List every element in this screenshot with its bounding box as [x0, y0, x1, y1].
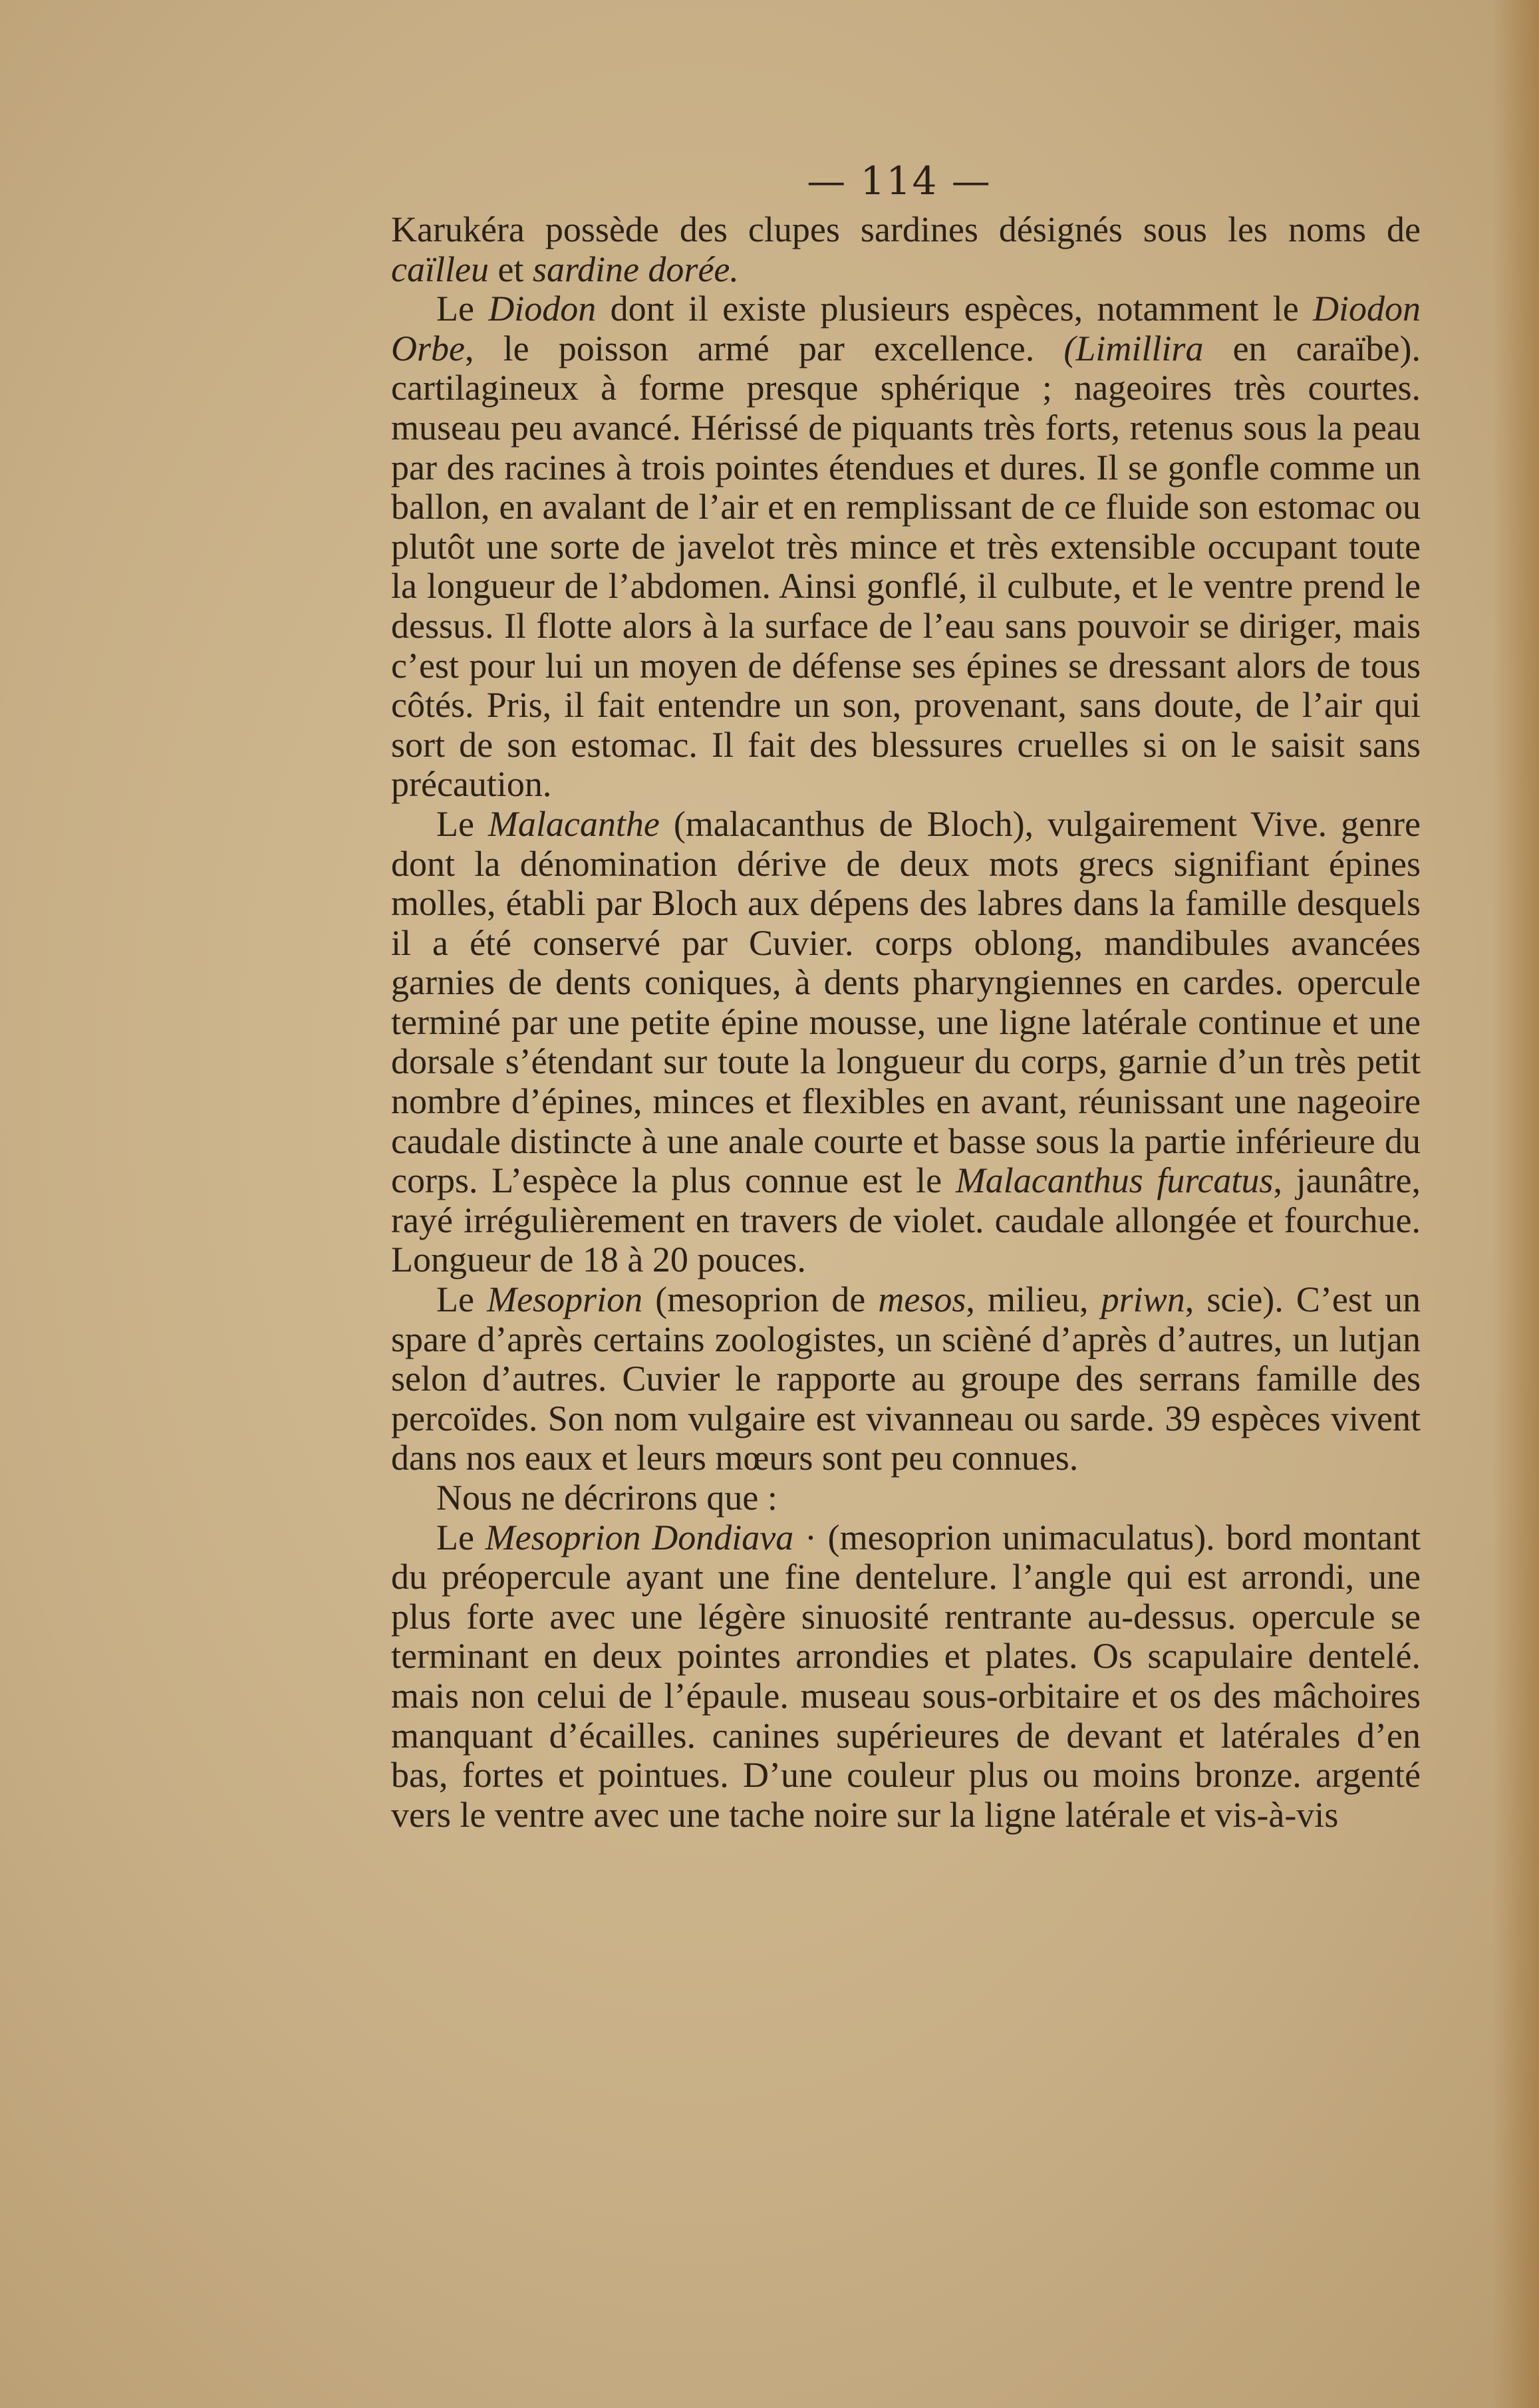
text-run: en caraïbe). cartilagineux à forme presque sphérique ; nageoires très courtes. museau peu avancé. Hérissé de piquants très forts, retenus sous la peau par des racines à trois pointes étendues et dures. Il se gonfle comme un ballon, en avalant de l’air et en remplissant de ce fluide son estomac ou plutôt une sorte de javelot très mince et très extensible occupant toute la longueur de l’abdomen. Ainsi gonflé, il culbute, et le ventre prend le dessus. Il flotte alors à la surface de l’eau sans pouvoir se diriger, mais c’est pour lui un moyen de défense ses épines se dressant alors de tous côtés. Pris, il fait entendre un son, provenant, sans doute, de l’air qui sort de son estomac. Il fait des blessures cruelles si on le saisit sans précaution. — [391, 328, 1421, 805]
text-run: , scie). C’est un spare d’après certains zoologistes, un scièné d’après d’autres, un lutjan selon d’autres. Cuvier le rapporte au groupe des serrans famille des percoïdes. Son nom vulgaire est vivanneau ou sarde. 39 espèces vivent dans nos eaux et leurs mœurs sont peu connues. — [391, 1279, 1421, 1478]
paragraph — [391, 289, 1421, 805]
paragraph — [391, 1518, 1421, 1835]
page-edge-shading — [1492, 0, 1539, 2408]
text-run: Karukéra possède des clupes sardines désignés sous les noms de — [391, 209, 1421, 249]
text-run: , jaunâtre, rayé irrégulièrement en travers de violet. caudale allongée et fourchue. Longueur de 18 à 20 pouces. — [391, 1160, 1421, 1280]
paragraph — [391, 805, 1421, 1280]
text-run: Le — [436, 1517, 486, 1557]
text-run: Le — [436, 1279, 488, 1320]
text-run: (malacanthus de Bloch), vulgairement Vive. genre dont la dénomination dérive de deux mots grecs signifiant épines molles, établi par Bloch aux dépens des labres dans la famille desquels il a été conservé par Cuvier. corps oblong, mandibules avancées garnies de dents coniques, à dents pharyngiennes en cardes. opercule terminé par une petite épine mousse, une ligne latérale continue et une dorsale s’étendant sur toute la longueur du corps, garnie d’un très petit nombre d’épines, minces et flexibles en avant, réunissant une nageoire caudale distincte à une anale courte et basse sous la partie inférieure du corps. L’espèce la plus connue est le — [391, 803, 1421, 1201]
text-run: , le poisson armé par excellence. — [464, 328, 1064, 368]
italic-term: Diodon — [488, 289, 597, 329]
italic-term: (Limillira — [1063, 328, 1204, 368]
book-page — [391, 152, 1421, 2080]
italic-term: Diodon Orbe — [391, 289, 1421, 368]
italic-term: Mesoprion — [487, 1279, 643, 1320]
text-run: Le — [436, 803, 488, 844]
text-run: et — [488, 249, 533, 289]
text-run: , milieu, — [966, 1279, 1101, 1320]
text-run: · (mesoprion unimaculatus). bord montant du préopercule ayant une fine dentelure. l’angle qui est arrondi, une plus forte avec une légère sinuosité rentrante au-dessus. opercule se terminant en deux pointes arrondies et plates. Os scapulaire dentelé. mais non celui de l’épaule. museau sous-orbitaire et os des mâchoires manquant d’écailles. canines supérieures de devant et latérales d’en bas, fortes et pointues. D’une couleur plus ou moins bronze. argenté vers le ventre avec une tache noire sur la ligne latérale et vis-à-vis — [391, 1517, 1421, 1835]
italic-term: priwn — [1101, 1279, 1185, 1320]
italic-term: mesos — [878, 1279, 966, 1320]
paragraph — [391, 210, 1421, 289]
text-run: Nous ne décrirons que : — [436, 1478, 777, 1518]
italic-term: Mesoprion Dondiava — [485, 1517, 794, 1557]
italic-term: Malacanthe — [488, 803, 660, 844]
body-text — [391, 210, 1421, 1835]
italic-term: sardine dorée. — [532, 249, 739, 289]
paragraph — [391, 1280, 1421, 1478]
italic-term: Malacanthus furcatus — [955, 1160, 1274, 1201]
text-run: Le — [436, 289, 489, 329]
text-run: dont il existe plusieurs espèces, notamment le — [596, 289, 1313, 329]
page-number: — 114 — — [807, 158, 992, 203]
paragraph — [391, 1478, 1421, 1518]
text-run: (mesoprion de — [642, 1279, 879, 1320]
italic-term: caïlleu — [391, 249, 489, 289]
